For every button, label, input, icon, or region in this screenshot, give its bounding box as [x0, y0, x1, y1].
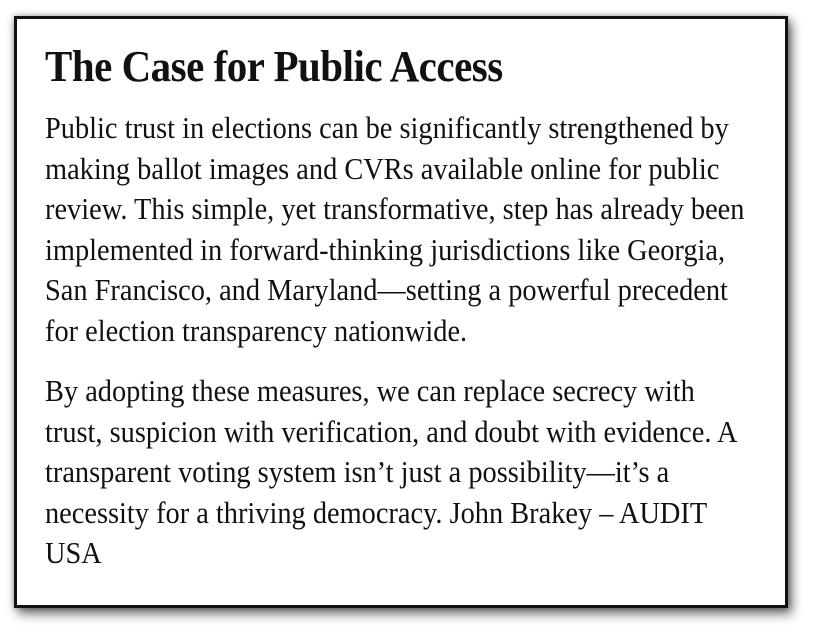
body-paragraph-1: Public trust in elections can be significantly strengthened by making ballot images and CVRs available online for public review. This simple, yet transformative, step has already been implemented in forward-thinking jurisdictions like Georgia, San Francisco, and Maryland—setting a powerful precedent for election transparency nationwide. [45, 111, 745, 348]
callout-box [14, 16, 788, 608]
body-paragraph-2: By adopting these measures, we can replace secrecy with trust, suspicion with verification, and doubt with evidence. A transparent voting system isn’t just a possibility—it’s a necessity for a thriving democracy. John Brakey – AUDIT USA [45, 374, 736, 570]
callout-content [45, 41, 745, 574]
callout-title: The Case for Public Access [45, 42, 503, 91]
